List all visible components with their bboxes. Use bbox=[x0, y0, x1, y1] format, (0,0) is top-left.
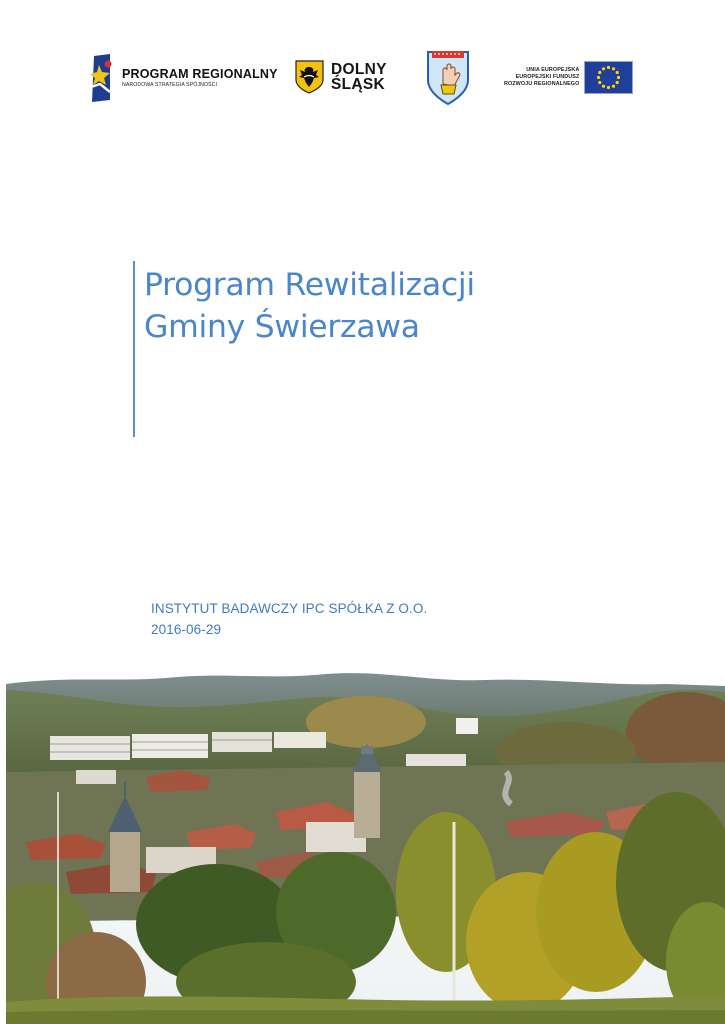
title-accent-rule bbox=[133, 261, 135, 437]
eu-logo-line2: EUROPEJSKI FUNDUSZ bbox=[515, 74, 580, 81]
document-date: 2016-06-29 bbox=[151, 622, 222, 637]
document-title bbox=[144, 264, 475, 348]
document-title-line1: Program Rewitalizacji bbox=[144, 267, 475, 303]
cover-photo bbox=[6, 662, 725, 1024]
document-title-line2: Gminy Świerzawa bbox=[144, 309, 420, 345]
program-regionalny-logo bbox=[86, 54, 278, 102]
eu-logo-line1: UNIA EUROPEJSKA bbox=[526, 67, 580, 74]
dolny-slask-line2: ŚLĄSK bbox=[331, 76, 386, 93]
coat-of-arms-logo bbox=[426, 48, 470, 106]
swierzawa-coat-of-arms-icon bbox=[426, 48, 470, 106]
dolny-slask-line1: DOLNY bbox=[331, 61, 387, 78]
eu-logo-line3: ROZWOJU REGIONALNEGO bbox=[504, 80, 580, 87]
eu-flag-icon bbox=[584, 61, 633, 94]
program-regionalny-star-icon bbox=[86, 54, 116, 102]
logo-bar bbox=[0, 48, 725, 108]
program-regionalny-subtitle: NARODOWA STRATEGIA SPÓJNOŚCI bbox=[122, 81, 218, 88]
silesian-eagle-icon bbox=[295, 60, 324, 94]
program-regionalny-title: PROGRAM REGIONALNY bbox=[122, 67, 278, 82]
eu-logo bbox=[504, 61, 633, 94]
document-author: INSTYTUT BADAWCZY IPC SPÓŁKA Z O.O. bbox=[151, 601, 428, 616]
dolny-slask-logo bbox=[295, 60, 387, 94]
town-panorama-photo bbox=[6, 662, 725, 1024]
document-meta bbox=[151, 598, 427, 640]
